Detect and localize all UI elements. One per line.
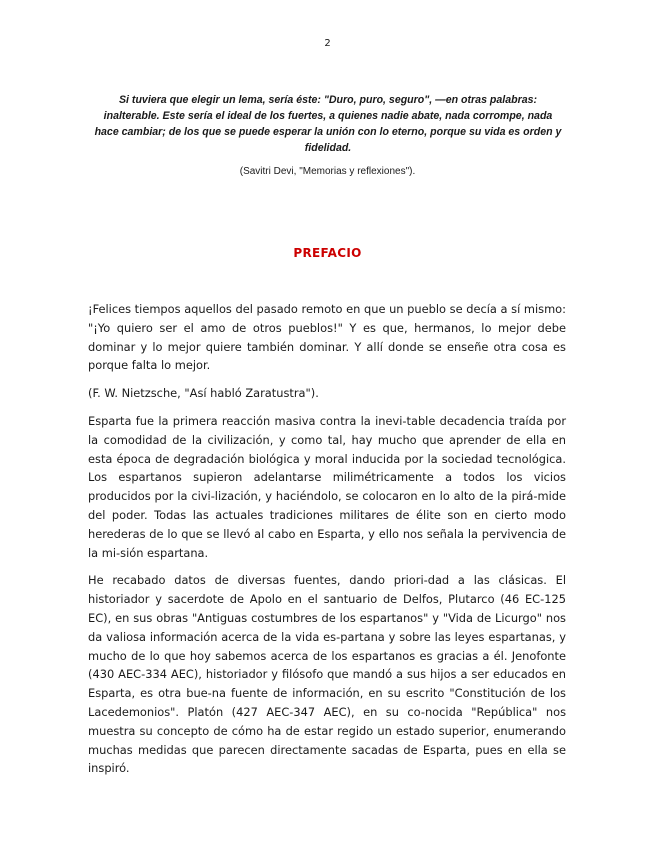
section-title: PREFACIO — [293, 246, 362, 260]
paragraph-nietzsche-citation: (F. W. Nietzsche, "Así habló Zaratustra"). — [88, 386, 319, 401]
paragraph-nietzsche-quote: ¡Felices tiempos aquellos del pasado remoto en que un pueblo se decía a sí mismo: "¡Yo quiero ser el amo de otros pueblos!" Y es que, hermanos, lo mejor debe dominar y lo mejor quiere también dominar. Y allí donde se enseñe otra cosa es porque falta lo mejor. — [88, 302, 566, 373]
body-text — [88, 300, 566, 787]
paragraph-esparta: Esparta fue la primera reacción masiva contra la inevi-table decadencia traída por la comodidad de la civilización, y como tal, hay mucho que aprender de ella en esta época de degradación biológica y moral inducida por la sociedad tecnológica. Los espartanos supieron adelantarse milimétricamente a todos los vicios producidos por la civi-lización, y haciéndolo, se colocaron en lo alto de la pirá-mide del poder. Todas las actuales tradiciones militares de élite son en cierto modo herederas de lo que se llevó al cabo en Esparta, y ello nos señala la pervivencia de la mi-sión espartana. — [88, 413, 566, 560]
paragraph-sources: He recabado datos de diversas fuentes, dando priori-dad a las clásicas. El historiador y sacerdote de Apolo en el santuario de Delfos, Plutarco (46 EC-125 EC), en sus obras "Antiguas costumbres de los espartanos" y "Vida de Licurgo" nos da valiosa información acerca de la vida es-partana y sobre las leyes espartanas, y mucho de lo que hoy sabemos acerca de los espartanos es gracias a él. Jenofonte (430 AEC-334 AEC), historiador y filósofo que mandó a sus hijos a ser educados en Esparta, es otra bue-na fuente de información, en su escrito "Constitución de los Lacedemonios". Platón (427 AEC-347 AEC), en su co-nocida "República" nos muestra su concepto de cómo ha de estar regido un estado superior, enumerando muchas medidas que parecen directamente sacadas de Esparta, pues en ella se inspiró. — [88, 573, 566, 776]
epigraph-quote: Si tuviera que elegir un lema, sería éste: "Duro, puro, seguro", —en otras palabras: inalterable. Este sería el ideal de los fuertes, a quienes nadie abate, nada corrompe, nada hace cambiar; de los que se puede esperar la unión con lo eterno, porque su vida es orden y fidelidad. — [94, 94, 562, 154]
page-number: 2 — [324, 38, 331, 49]
epigraph-citation: (Savitri Devi, "Memorias y reflexiones"). — [239, 166, 416, 177]
